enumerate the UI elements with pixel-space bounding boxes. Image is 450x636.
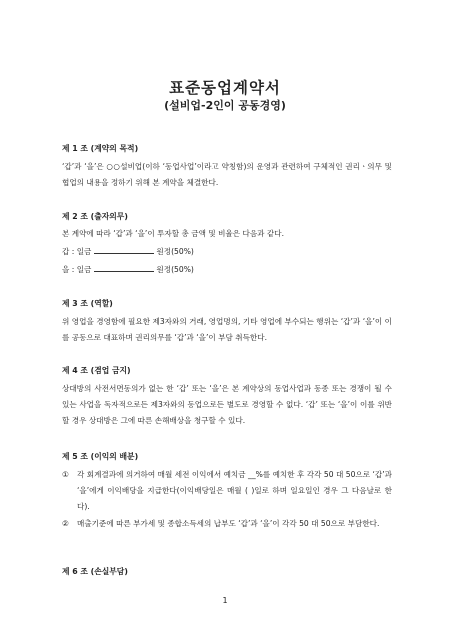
article-2-body: 본 계약에 따라 ‘갑’과 ‘을’이 투자할 총 금액 및 비율은 다음과 같다. — [62, 229, 285, 238]
article-3-heading: 제 3 조 (역할) — [62, 299, 113, 308]
article-2-heading: 제 2 조 (출자의무) — [62, 212, 128, 221]
item-1-number: ① — [62, 470, 69, 479]
article-4-heading: 제 4 조 (겸업 금지) — [62, 366, 131, 375]
article-2-line-b-prefix: 을 : 일금 — [62, 265, 92, 274]
article-2-line-a-suffix: 원정(50%) — [156, 247, 194, 256]
amount-blank-b — [94, 265, 154, 272]
item-1-text: 각 회계결과에 의거하여 매월 세전 이익에서 예치금 __%를 예치한 후 각각 50 대 50으로 ‘갑’과 ‘을’에게 이익배당을 지급한다(이익배당일은 매월 ( )일로 하며 일요일인 경우 그 다음날로 한다). — [77, 470, 392, 511]
article-6-heading: 제 6 조 (손실부담) — [62, 567, 128, 576]
article-2-line-a — [62, 246, 194, 257]
article-1-heading: 제 1 조 (계약의 목적) — [62, 144, 139, 153]
document-title: 표준동업계약서 — [169, 79, 281, 97]
amount-blank-a — [94, 247, 154, 254]
article-4-body: 상대방의 사전서면동의가 없는 한 ‘갑’ 또는 ‘을’은 본 계약상의 동업사업과 동종 또는 경쟁이 될 수 있는 사업을 독자적으로든 제3자와의 동업으로든 별도로 경영할 수 없다. ‘갑’ 또는 ‘을’이 이를 위반할 경우 상대방은 그에 따른 손해배상을 청구할 수 있다. — [62, 384, 392, 425]
item-2-text: 매출기준에 따른 부가세 및 종합소득세의 납부도 ‘갑’과 ‘을’이 각각 50 대 50으로 부담한다. — [77, 519, 380, 528]
article-5-heading: 제 5 조 (이익의 배분) — [62, 452, 139, 461]
article-2-line-b — [62, 264, 194, 275]
article-3-body: 위 영업을 경영함에 필요한 제3자와의 거래, 영업명의, 기타 영업에 부수되는 행위는 ‘갑’과 ‘을’이 이를 공동으로 대표하며 권리의무를 ‘갑’과 ‘을’이 부담 취득한다. — [62, 317, 392, 342]
article-2-line-b-suffix: 원정(50%) — [156, 265, 194, 274]
article-1-body: ‘갑’과 ‘을’은 ○○설비업(이하 ‘동업사업’이라고 약칭함)의 운영과 관련하여 구체적인 권리ㆍ의무 및 협업의 내용을 정하기 위해 본 계약을 체결한다. — [62, 162, 392, 187]
article-5-item-2 — [62, 516, 392, 532]
document-subtitle: (설비업-2인이 공동경영) — [164, 99, 286, 112]
item-2-number: ② — [62, 519, 69, 528]
article-2-line-a-prefix: 갑 : 일금 — [62, 247, 92, 256]
article-5-item-1 — [62, 467, 392, 515]
page-number: 1 — [222, 596, 228, 605]
